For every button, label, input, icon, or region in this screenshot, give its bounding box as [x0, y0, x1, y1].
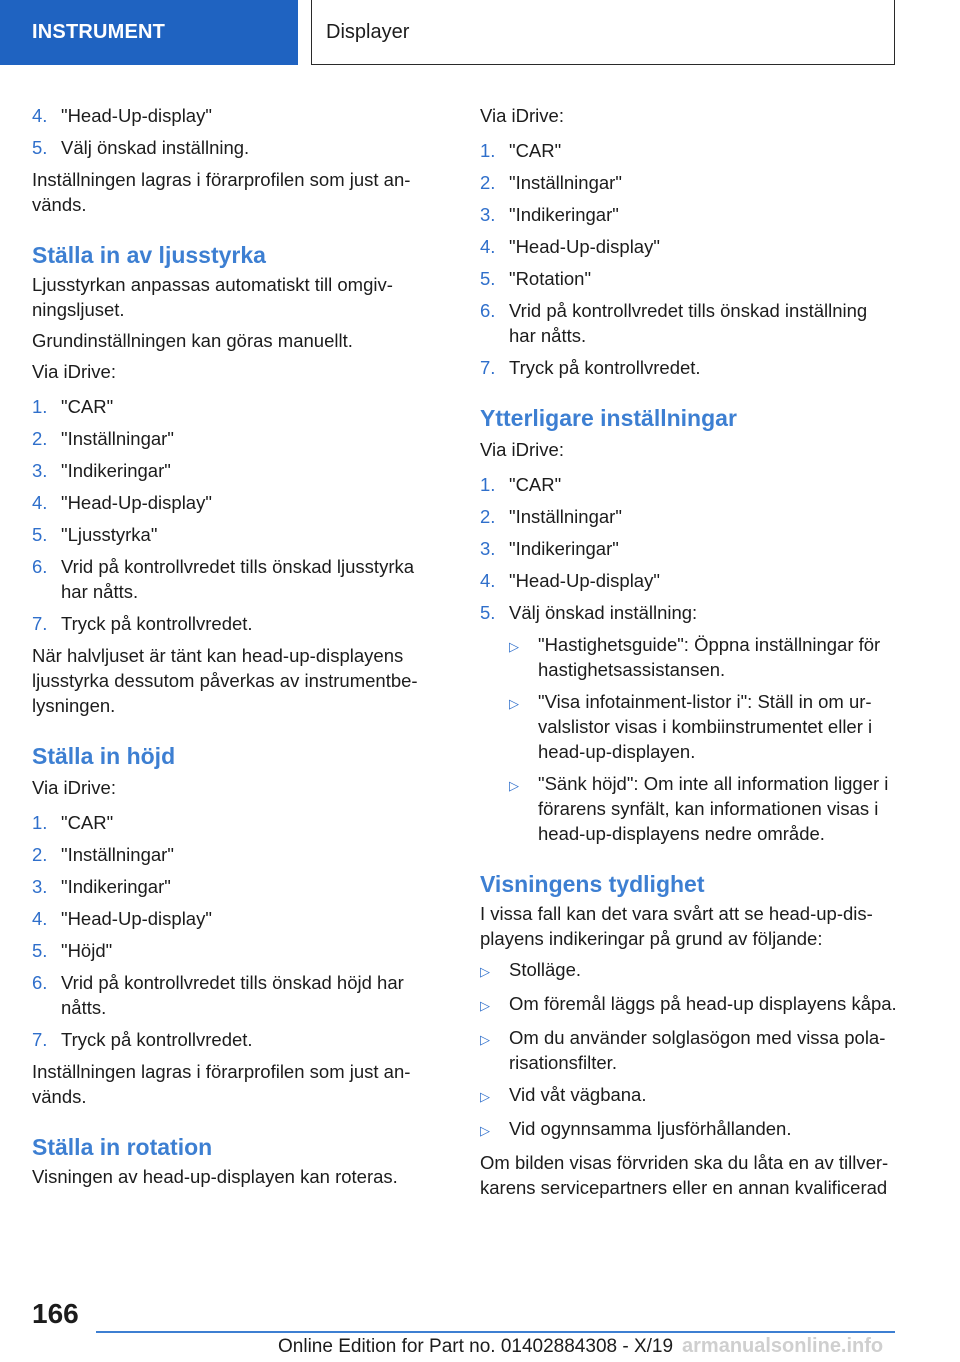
- step-number: 3.: [480, 204, 496, 225]
- step-text: "Head-Up-display": [61, 908, 212, 929]
- step-text: "Head-Up-display": [509, 236, 660, 257]
- list-item: [480, 957, 898, 984]
- step-text: "CAR": [509, 474, 562, 495]
- step-text: Vrid på kontrollvredet tills önskad ljusstyrka har nåtts.: [61, 556, 415, 602]
- list-item: [32, 458, 432, 483]
- list-item: [480, 1116, 898, 1143]
- step-text: "Indikeringar": [509, 538, 619, 559]
- triangle-right-outline-icon: ▷: [509, 778, 519, 793]
- list-item: [509, 689, 898, 764]
- step-number: 2.: [480, 172, 496, 193]
- brightness-note: När halvljuset är tänt kan head-up-displayens ljusstyrka dessutom påverkas av instrumentbelysningen.: [32, 645, 418, 716]
- step-number: 2.: [32, 844, 48, 865]
- step-text: Tryck på kontrollvredet.: [61, 1029, 253, 1050]
- footer-divider: [96, 1331, 895, 1333]
- list-item: [480, 170, 898, 195]
- rotation-para: Visningen av head-up-displayen kan roteras.: [32, 1166, 398, 1187]
- step-number: 1.: [32, 812, 48, 833]
- intro-steps: [32, 103, 432, 160]
- watermark: armanualsonline.info: [682, 1335, 884, 1357]
- triangle-right-outline-icon: ▷: [509, 696, 519, 711]
- option-text: "Visa infotainment-listor i": Ställ in om urvalslistor visas i kombiinstrumentet eller i head-up-displayen.: [538, 691, 873, 762]
- bullet-text: Vid våt vägbana.: [509, 1084, 647, 1105]
- step-text: "Head-Up-display": [509, 570, 660, 591]
- height-steps: [32, 810, 432, 1052]
- step-number: 4.: [32, 492, 48, 513]
- option-text: "Hastighetsguide": Öppna inställningar för hastighetsassistansen.: [538, 634, 881, 680]
- height-note: Inställningen lagras i förarprofilen som just används.: [32, 1061, 411, 1107]
- step-text: Välj önskad inställning.: [61, 137, 250, 158]
- step-text: "CAR": [509, 140, 562, 161]
- step-text: "Inställningar": [509, 172, 622, 193]
- page-number: 166: [32, 1298, 79, 1329]
- list-item: [480, 568, 898, 593]
- settings-options: [480, 632, 898, 846]
- step-number: 4.: [480, 570, 496, 591]
- step-number: 4.: [480, 236, 496, 257]
- list-item: [509, 771, 898, 846]
- step-number: 6.: [32, 556, 48, 577]
- step-text: Välj önskad inställning:: [509, 602, 698, 623]
- visibility-bullets: [480, 957, 898, 1143]
- step-number: 4.: [32, 105, 48, 126]
- step-number: 7.: [32, 613, 48, 634]
- step-text: "Indikeringar": [61, 460, 171, 481]
- bullet-text: Stolläge.: [509, 959, 581, 980]
- rotation-via: Via iDrive:: [480, 105, 564, 126]
- heading-rotation: Ställa in rotation: [32, 1134, 213, 1160]
- list-item: [480, 472, 898, 497]
- option-text: "Sänk höjd": Om inte all information ligger i förarens synfält, kan informationen visas i head-up-displayens nedre område.: [538, 773, 889, 844]
- step-number: 7.: [32, 1029, 48, 1050]
- list-item: [480, 355, 898, 380]
- step-text: "Head-Up-display": [61, 492, 212, 513]
- list-item: [480, 600, 898, 625]
- triangle-right-outline-icon: ▷: [480, 964, 490, 979]
- list-item: [32, 490, 432, 515]
- step-text: "Inställningar": [61, 844, 174, 865]
- step-number: 2.: [32, 428, 48, 449]
- step-number: 1.: [480, 140, 496, 161]
- list-item: [480, 536, 898, 561]
- list-item: [32, 810, 432, 835]
- step-number: 5.: [480, 602, 496, 623]
- step-text: "Ljusstyrka": [61, 524, 158, 545]
- step-number: 5.: [32, 137, 48, 158]
- step-number: 7.: [480, 357, 496, 378]
- list-item: [32, 522, 432, 547]
- step-text: "Head-Up-display": [61, 105, 212, 126]
- step-number: 1.: [32, 396, 48, 417]
- list-item: [32, 842, 432, 867]
- list-item: [32, 970, 432, 1020]
- list-item: [480, 202, 898, 227]
- list-item: [480, 138, 898, 163]
- step-text: "Rotation": [509, 268, 592, 289]
- more-via: Via iDrive:: [480, 439, 564, 460]
- edition-footer: Online Edition for Part no. 01402884308 - X/19: [278, 1336, 674, 1357]
- list-item: [480, 1082, 898, 1109]
- heading-brightness: Ställa in av ljusstyrka: [32, 242, 266, 268]
- list-item: [32, 938, 432, 963]
- list-item: [480, 266, 898, 291]
- brightness-steps: [32, 394, 432, 636]
- list-item: [32, 874, 432, 899]
- more-steps: [480, 472, 898, 625]
- page-title: Displayer: [311, 0, 895, 65]
- list-item: [480, 1025, 898, 1075]
- rotation-steps: [480, 138, 898, 380]
- step-text: Vrid på kontrollvredet tills önskad höjd har nåtts.: [61, 972, 404, 1018]
- triangle-right-outline-icon: ▷: [509, 639, 519, 654]
- step-text: "Höjd": [61, 940, 113, 961]
- step-text: Vrid på kontrollvredet tills önskad inställning har nåtts.: [509, 300, 868, 346]
- list-item: [32, 394, 432, 419]
- step-text: "CAR": [61, 396, 114, 417]
- step-text: "Indikeringar": [509, 204, 619, 225]
- triangle-right-outline-icon: ▷: [480, 998, 490, 1013]
- step-number: 3.: [480, 538, 496, 559]
- heading-more-settings: Ytterligare inställningar: [480, 405, 737, 431]
- height-via: Via iDrive:: [32, 777, 116, 798]
- step-text: "Inställningar": [61, 428, 174, 449]
- step-number: 6.: [480, 300, 496, 321]
- heading-height: Ställa in höjd: [32, 743, 176, 769]
- list-item: [32, 426, 432, 451]
- list-item: [480, 504, 898, 529]
- left-column: [32, 103, 432, 1195]
- step-number: 5.: [32, 524, 48, 545]
- bullet-text: Vid ogynnsamma ljusförhållanden.: [509, 1118, 792, 1139]
- brightness-para-2: Grundinställningen kan göras manuellt.: [32, 330, 353, 351]
- brightness-via: Via iDrive:: [32, 361, 116, 382]
- step-number: 5.: [480, 268, 496, 289]
- list-item: [480, 234, 898, 259]
- list-item: [32, 611, 432, 636]
- list-item: [32, 1027, 432, 1052]
- step-number: 3.: [32, 460, 48, 481]
- step-number: 6.: [32, 972, 48, 993]
- section-tab: INSTRUMENT: [0, 0, 298, 65]
- bullet-text: Om du använder solglasögon med vissa polarisationsfilter.: [509, 1027, 886, 1073]
- visibility-note: Om bilden visas förvriden ska du låta en av tillverkarens servicepartners eller en annan kvalificerad: [480, 1152, 889, 1198]
- list-item: [32, 103, 432, 128]
- list-item: [509, 632, 898, 682]
- triangle-right-outline-icon: ▷: [480, 1123, 490, 1138]
- step-text: Tryck på kontrollvredet.: [509, 357, 701, 378]
- list-item: [480, 991, 898, 1018]
- heading-visibility: Visningens tydlighet: [480, 871, 705, 897]
- list-item: [480, 298, 898, 348]
- list-item: [32, 906, 432, 931]
- step-number: 2.: [480, 506, 496, 527]
- triangle-right-outline-icon: ▷: [480, 1089, 490, 1104]
- visibility-para: I vissa fall kan det vara svårt att se head-up-displayens indikeringar på grund av följande:: [480, 903, 873, 949]
- right-column: [480, 103, 898, 1206]
- step-number: 4.: [32, 908, 48, 929]
- bullet-text: Om föremål läggs på head-up displayens kåpa.: [509, 993, 897, 1014]
- list-item: [32, 135, 432, 160]
- list-item: [32, 554, 432, 604]
- step-text: "CAR": [61, 812, 114, 833]
- step-number: 1.: [480, 474, 496, 495]
- step-number: 5.: [32, 940, 48, 961]
- triangle-right-outline-icon: ▷: [480, 1032, 490, 1047]
- step-number: 3.: [32, 876, 48, 897]
- brightness-para-1: Ljusstyrkan anpassas automatiskt till omgivningsljuset.: [32, 274, 393, 320]
- step-text: "Inställningar": [509, 506, 622, 527]
- step-text: "Indikeringar": [61, 876, 171, 897]
- step-text: Tryck på kontrollvredet.: [61, 613, 253, 634]
- intro-note: Inställningen lagras i förarprofilen som just används.: [32, 169, 411, 215]
